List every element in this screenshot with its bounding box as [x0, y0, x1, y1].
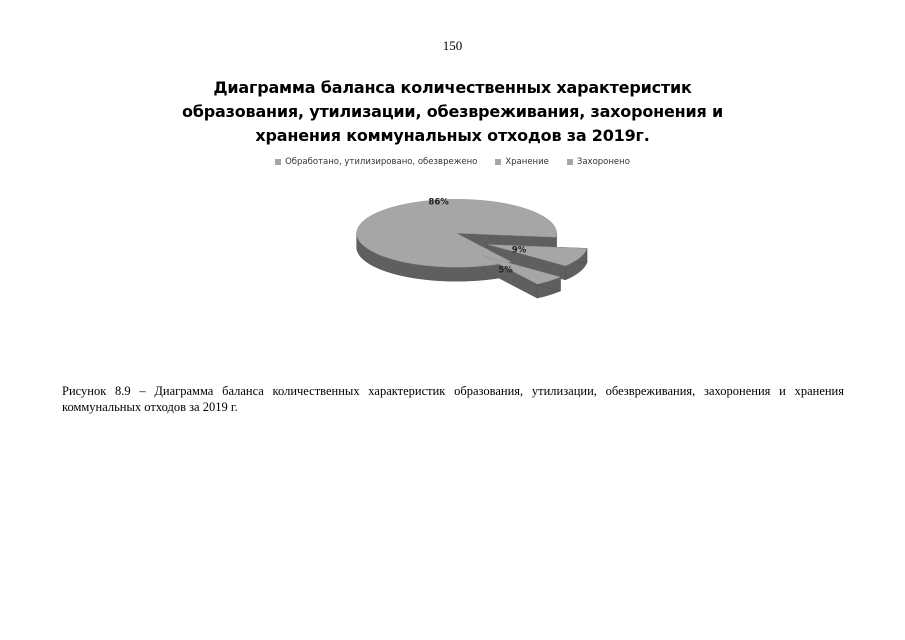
- legend-label-storage: Хранение: [505, 157, 549, 167]
- legend-item-buried: [567, 157, 630, 167]
- legend-item-processed: [275, 157, 477, 167]
- chart-title-line-3: хранения коммунальных отходов за 2019г.: [255, 126, 650, 145]
- pie-chart: [330, 175, 590, 365]
- data-label-storage: 9%: [511, 245, 527, 256]
- legend-label-buried: Захоронено: [576, 157, 630, 167]
- data-label-buried: 5%: [498, 265, 513, 276]
- page-number: 150: [442, 38, 463, 53]
- legend-item-storage: [495, 157, 549, 167]
- data-label-processed: 86%: [428, 197, 449, 208]
- legend-swatch-processed: [275, 159, 281, 165]
- chart-title: [150, 76, 755, 148]
- chart-legend: [0, 157, 905, 167]
- figure-caption: Рисунок 8.9 – Диаграмма баланса количественных характеристик образования, утилизации, обезвреживания, захоронения и хранения коммунальных отходов за 2019 г.: [62, 384, 844, 414]
- chart-title-line-1: Диаграмма баланса количественных характеристик: [213, 78, 692, 97]
- legend-swatch-buried: [567, 159, 573, 165]
- legend-label-processed: Обработано, утилизировано, обезврежено: [285, 157, 478, 167]
- legend-swatch-storage: [495, 159, 501, 165]
- chart-title-line-2: образования, утилизации, обезвреживания, захоронения и: [182, 102, 723, 121]
